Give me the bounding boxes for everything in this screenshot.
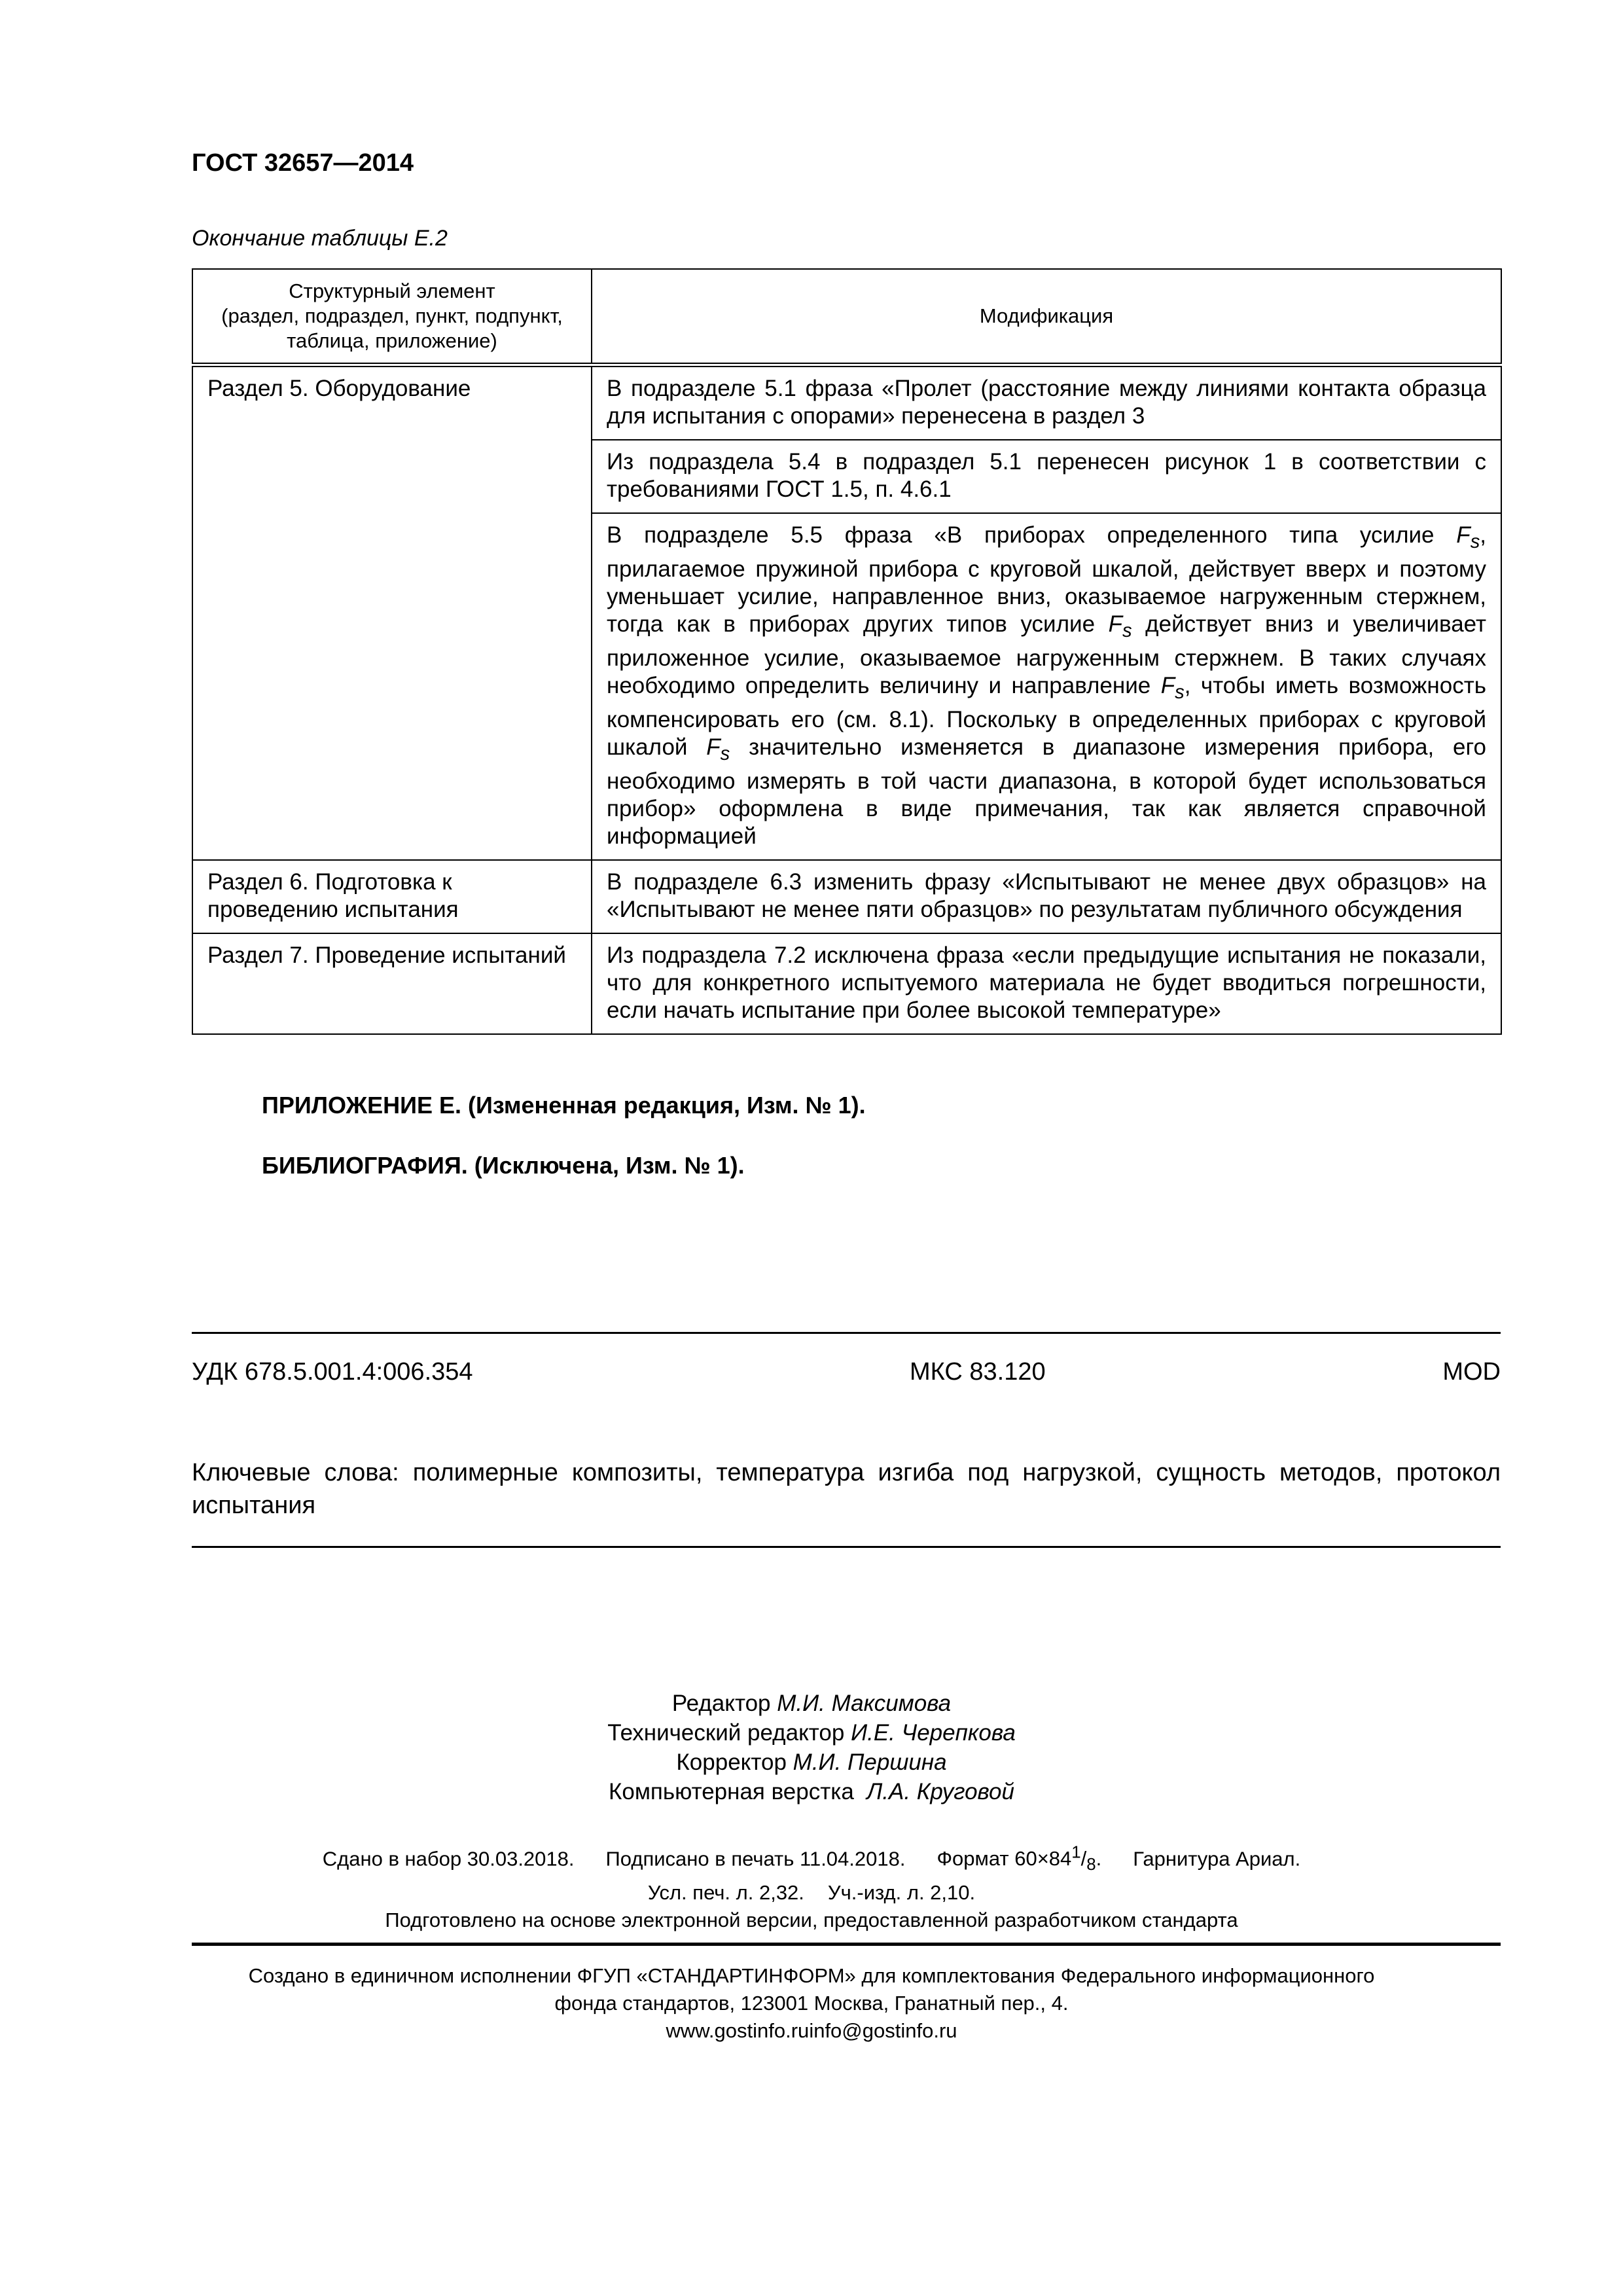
credit-line: Редактор М.И. Максимова xyxy=(671,1691,952,1716)
typeface: Гарнитура Ариал. xyxy=(1133,1847,1301,1871)
table-row xyxy=(192,933,1501,1034)
modification-cell: Из подраздела 7.2 исключена фраза «если предыдущие испытания не показали, что для конкретного испытуемого материала не будет вводиться погрешности, если начать испытание при более высокой температуре» xyxy=(592,933,1501,1034)
modification-cell xyxy=(592,513,1501,860)
text-run: действует вниз и увеличивает приложенное усилие, оказываемое нагруженным стержнем. В таких случаях необходимо определить величину и направление xyxy=(607,611,1486,698)
force-symbol: $F_s$ xyxy=(1160,673,1185,703)
imprint-line: Подготовлено на основе электронной версии, предоставленной разработчиком стандарта xyxy=(385,1908,1238,1931)
modification-cell: Из подраздела 5.4 в подраздел 5.1 перенесен рисунок 1 в соответствии с требованиями ГОСТ 1.5, п. 4.6.1 xyxy=(592,440,1501,513)
publisher-contacts xyxy=(0,2017,1623,2045)
appendix-note: ПРИЛОЖЕНИЕ Е. (Измененная редакция, Изм. № 1). xyxy=(262,1092,866,1119)
table-caption: Окончание таблицы Е.2 xyxy=(192,226,448,251)
col1-header-line: таблица, приложение) xyxy=(287,329,497,352)
text-run: , чтобы иметь возможность компенсировать его (см. 8.1). Поскольку в определенных приборах с круговой шкалой xyxy=(607,673,1486,760)
paper-format: Формат $60\times 84^1/_8$. xyxy=(936,1844,1102,1874)
imprint-line xyxy=(0,1839,1623,1879)
publishing-sheets: Уч.-изд. л. 2,10. xyxy=(827,1880,976,1904)
text-run: , прилагаемое пружиной прибора с круговой шкалой, действует вверх и поэтому уменьшает усилие, направленное вниз, оказываемое нагруженным стержнем, тогда как в приборах других типов усилие xyxy=(607,522,1486,637)
mks-code: МКС 83.120 xyxy=(910,1358,1046,1386)
text-run: В подразделе 5.5 фраза «В приборах определенного типа усилие xyxy=(607,522,1457,548)
divider xyxy=(192,1332,1501,1334)
section-cell: Раздел 6. Подготовка к проведению испытания xyxy=(192,860,592,933)
credits-block xyxy=(0,1689,1623,1806)
section-cell: Раздел 7. Проведение испытаний xyxy=(192,933,592,1034)
keywords: Ключевые слова: полимерные композиты, температура изгиба под нагрузкой, сущность методов, протокол испытания xyxy=(192,1459,1501,1519)
modification-cell: В подразделе 5.1 фраза «Пролет (расстояние между линиями контакта образца для испытания с опорами» перенесена в раздел 3 xyxy=(592,365,1501,440)
section-cell: Раздел 5. Оборудование xyxy=(192,365,592,861)
submitted-date: Сдано в набор 30.03.2018. xyxy=(322,1847,575,1871)
table-header-row xyxy=(192,269,1501,365)
credit-line: Компьютерная верстка Л.А. Круговой xyxy=(608,1779,1014,1804)
publisher-line: Создано в единичном исполнении ФГУП «СТАНДАРТИНФОРМ» для комплектования Федерального информационного xyxy=(248,1964,1375,1987)
col1-header-line: (раздел, подраздел, пункт, подпункт, xyxy=(221,304,563,327)
signed-date: Подписано в печать 11.04.2018. xyxy=(605,1847,906,1871)
publisher-block xyxy=(0,1962,1623,2045)
standard-number: ГОСТ 32657—2014 xyxy=(192,149,414,177)
email-link[interactable]: info@gostinfo.ru xyxy=(809,2019,957,2042)
table-row xyxy=(192,860,1501,933)
modifications-table xyxy=(192,268,1502,1035)
modification-code: MOD xyxy=(1442,1358,1501,1386)
udk-code: УДК 678.5.001.4:006.354 xyxy=(192,1358,473,1386)
bibliography-note: БИБЛИОГРАФИЯ. (Исключена, Изм. № 1). xyxy=(262,1152,745,1179)
imprint-line xyxy=(0,1879,1623,1907)
divider xyxy=(192,1943,1501,1946)
text-run: значительно изменяется в диапазоне измерения прибора, его необходимо измерять в той части диапазона, в которой будет использоваться прибор» оформлена в виде примечания, так как является справочной информацией xyxy=(607,734,1486,849)
col-header-structural-element xyxy=(192,269,592,365)
credit-line: Технический редактор И.Е. Черепкова xyxy=(607,1720,1016,1746)
website-link[interactable]: www.gostinfo.ru xyxy=(666,2019,810,2042)
credit-line: Корректор М.И. Першина xyxy=(676,1749,947,1775)
force-symbol: $F_s$ xyxy=(706,734,730,764)
imprint-block xyxy=(0,1839,1623,1934)
print-sheets: Усл. печ. л. 2,32. xyxy=(647,1880,804,1904)
col-header-modification: Модификация xyxy=(592,269,1501,365)
col1-header-line: Структурный элемент xyxy=(289,279,495,302)
publisher-line: фонда стандартов, 123001 Москва, Гранатный пер., 4. xyxy=(554,1992,1069,2015)
force-symbol: $F_s$ xyxy=(1108,611,1132,641)
modification-cell: В подразделе 6.3 изменить фразу «Испытывают не менее двух образцов» на «Испытывают не менее пяти образцов» по результатам публичного обсуждения xyxy=(592,860,1501,933)
force-symbol: $F_s$ xyxy=(1456,522,1480,552)
divider xyxy=(192,1546,1501,1548)
table-row xyxy=(192,365,1501,440)
